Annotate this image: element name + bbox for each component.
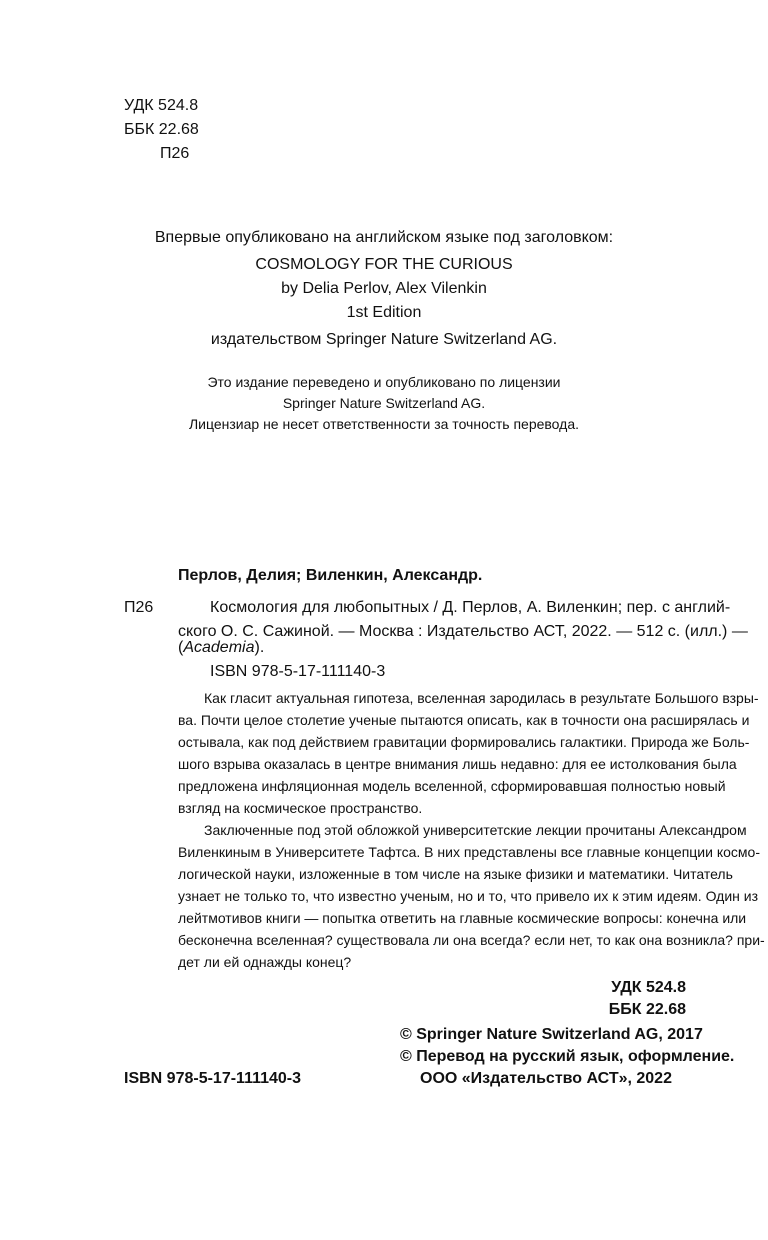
annotation-line: предложена инфляционная модель вселенной, сформировавшая полностью новый	[178, 778, 726, 794]
original-title: COSMOLOGY FOR THE CURIOUS	[255, 256, 513, 273]
catalog-series: (Academia).	[178, 639, 265, 656]
catalog-code: П26	[124, 599, 154, 616]
footer-bbk: ББК 22.68	[608, 1001, 686, 1018]
catalog-heading: Перлов, Делия; Виленкин, Александр.	[178, 567, 483, 584]
license-line-3: Лицензиар не несет ответственности за точность перевода.	[188, 416, 579, 432]
original-publisher: издательством Springer Nature Switzerland AG.	[210, 331, 558, 348]
license-line-2: Springer Nature Switzerland AG.	[282, 395, 486, 411]
udk-code: УДК 524.8	[124, 97, 199, 114]
annotation-line: Как гласит актуальная гипотеза, вселенная зародилась в результате Большого взры-	[204, 690, 759, 706]
original-edition: 1st Edition	[346, 304, 422, 321]
copyright-isbn: ISBN 978-5-17-111140-3	[124, 1070, 302, 1087]
original-intro: Впервые опубликовано на английском языке под заголовком:	[154, 229, 614, 246]
annotation-line: узнает не только то, что известно ученым, но и то, что привело их к этим идеям. Один из	[178, 888, 759, 904]
annotation-line: лейтмотивов книги — попытка ответить на главные космические вопросы: конечна или	[178, 910, 747, 926]
bbk-code: ББК 22.68	[124, 121, 199, 138]
annotation-line: ва. Почти целое столетие ученые пытаются описать, как в точности она расширялась и	[178, 712, 750, 728]
annotation-line: Виленкиным в Университете Тафтса. В них представлены все главные концепции космо-	[178, 844, 760, 860]
annotation-line: Заключенные под этой обложкой университетские лекции прочитаны Александром	[204, 822, 747, 838]
catalog-line-1: Космология для любопытных / Д. Перлов, А. Виленкин; пер. с англий-	[210, 599, 731, 616]
annotation-line: бесконечна вселенная? существовала ли она всегда? если нет, то как она возникла? при-	[178, 932, 765, 948]
annotation-line: шого взрыва оказалась в центре внимания лишь недавно: для ее истолкования была	[178, 756, 737, 772]
author-mark: П26	[160, 145, 190, 162]
copyright-line-1: © Springer Nature Switzerland AG, 2017	[400, 1026, 703, 1043]
annotation-line: взгляд на космическое пространство.	[178, 800, 423, 816]
annotation-line: остывала, как под действием гравитации формировались галактики. Природа же Боль-	[178, 734, 750, 750]
footer-udk: УДК 524.8	[611, 979, 686, 996]
series-name: Academia	[183, 639, 255, 656]
annotation-line: дет ли ей однажды конец?	[178, 954, 352, 970]
annotation-line: логической науки, изложенные в том числе на языке физики и математики. Читатель	[178, 866, 733, 882]
catalog-line-2: ского О. С. Сажиной. — Москва : Издательство АСТ, 2022. — 512 с. (илл.) —	[178, 623, 748, 640]
copyright-line-2: © Перевод на русский язык, оформление.	[400, 1048, 735, 1065]
catalog-isbn: ISBN 978-5-17-111140-3	[210, 663, 386, 680]
original-authors: by Delia Perlov, Alex Vilenkin	[281, 280, 487, 297]
copyright-line-3: ООО «Издательство АСТ», 2022	[420, 1070, 672, 1087]
license-line-1: Это издание переведено и опубликовано по лицензии	[207, 374, 561, 390]
